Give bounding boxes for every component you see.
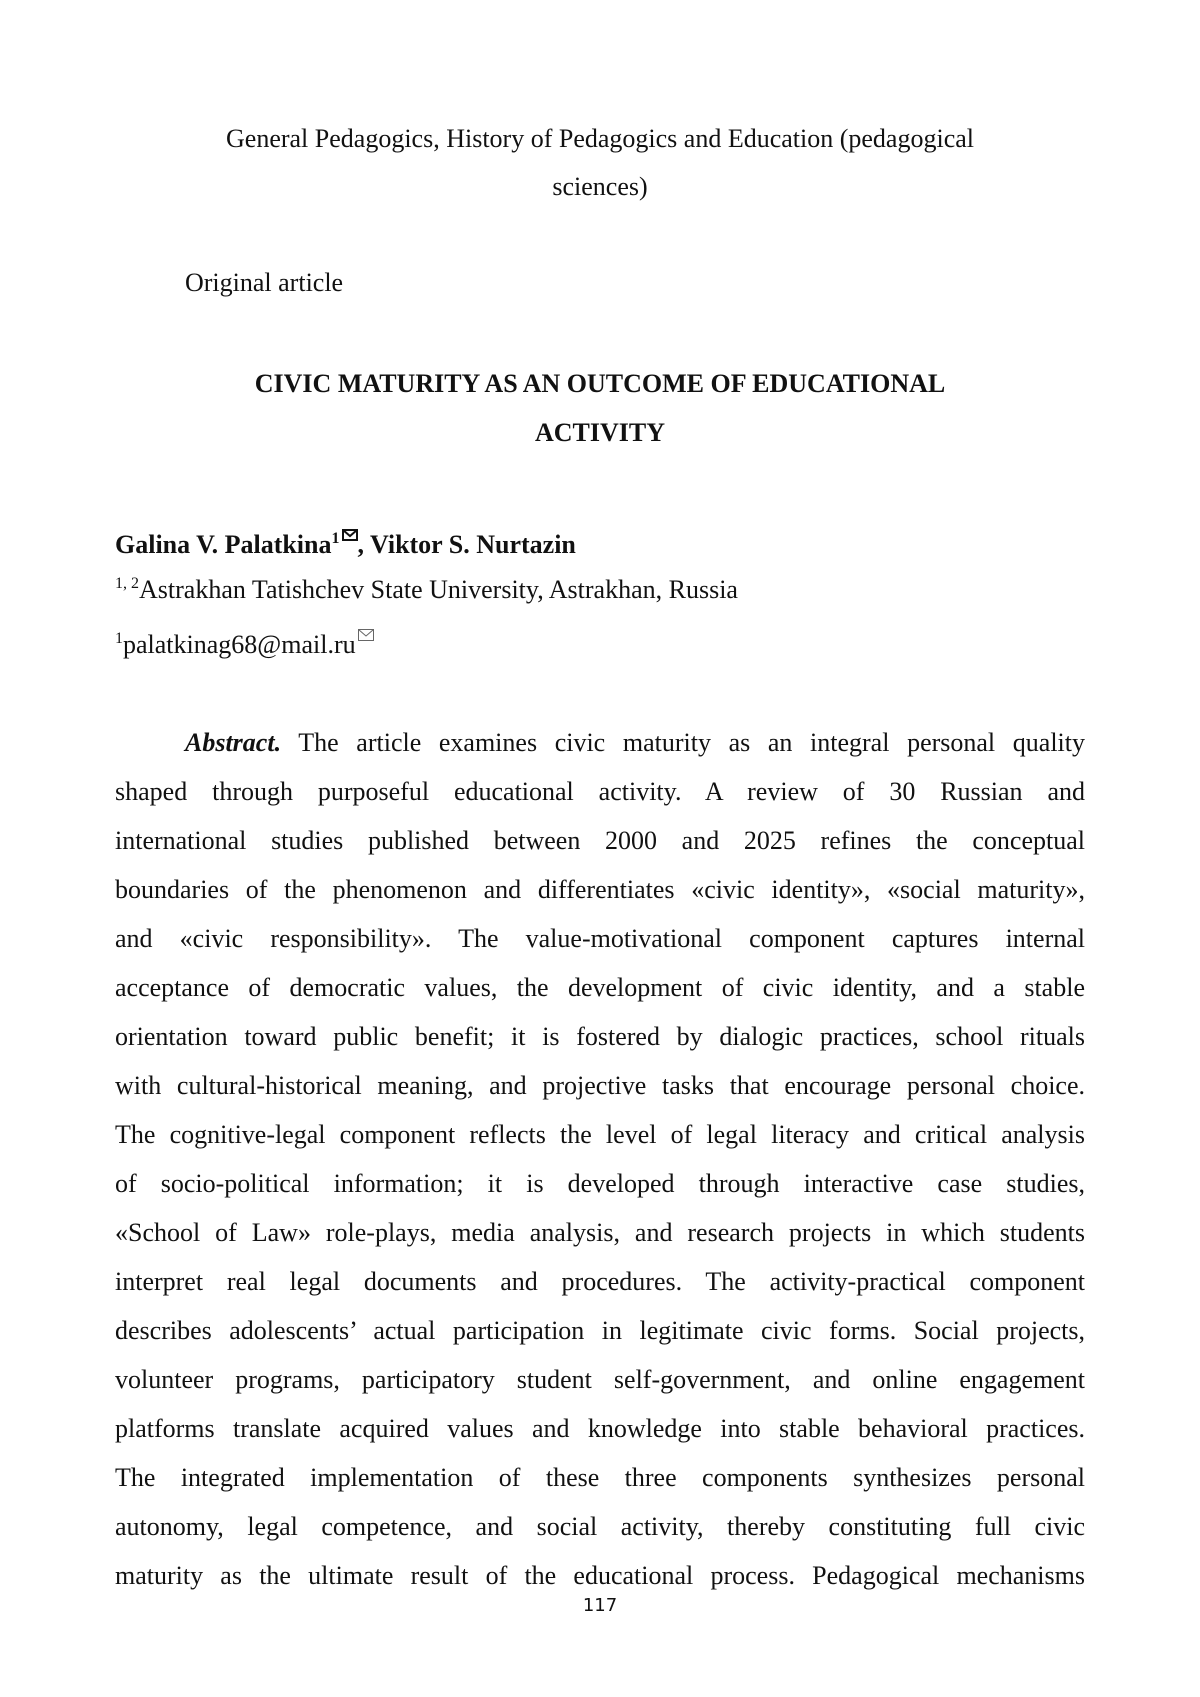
abstract-line-16: The integrated implementation of these three components synthesizes personal xyxy=(115,1463,1085,1492)
article-type: Original article xyxy=(185,268,344,297)
abstract-line-4: boundaries of the phenomenon and differentiates «civic identity», «social maturity», xyxy=(115,875,1085,904)
abstract-line-13: describes adolescents’ actual participation in legitimate civic forms. Social projects, xyxy=(115,1316,1085,1345)
abstract-line-18: maturity as the ultimate result of the educational process. Pedagogical mechanisms xyxy=(115,1561,1085,1590)
email-affiliation-mark: 1 xyxy=(115,630,123,647)
abstract-line-3: international studies published between 2000 and 2025 refines the conceptual xyxy=(115,826,1085,855)
abstract-line-17: autonomy, legal competence, and social activity, thereby constituting full civic xyxy=(115,1512,1085,1541)
abstract-line-5: and «civic responsibility». The value-motivational component captures internal xyxy=(115,924,1085,953)
article-title-line-1: CIVIC MATURITY AS AN OUTCOME OF EDUCATIONAL xyxy=(254,369,946,398)
article-title-line-2: ACTIVITY xyxy=(534,418,666,447)
abstract-line-9: The cognitive-legal component reflects the level of legal literacy and critical analysis xyxy=(115,1120,1085,1149)
abstract-line-15: platforms translate acquired values and knowledge into stable behavioral practices. xyxy=(115,1414,1085,1443)
abstract-line-8: with cultural-historical meaning, and projective tasks that encourage personal choice. xyxy=(115,1071,1085,1100)
author-1-name: Galina V. Palatkina xyxy=(115,530,332,559)
affiliation-text: Astrakhan Tatishchev State University, Astrakhan, Russia xyxy=(139,575,738,604)
section-heading-line-2: sciences) xyxy=(552,172,648,201)
author-1-affiliation-mark: 1 xyxy=(331,530,340,547)
envelope-icon xyxy=(342,518,358,548)
abstract-line-14: volunteer programs, participatory student self-government, and online engagement xyxy=(115,1365,1085,1394)
abstract-line-10: of socio-political information; it is developed through interactive case studies, xyxy=(115,1169,1085,1198)
abstract-line-1 xyxy=(115,718,1085,767)
envelope-outline-icon xyxy=(358,618,374,648)
abstract-text-line-1: The article examines civic maturity as an integral personal quality xyxy=(281,728,1085,757)
abstract-line-11: «School of Law» role-plays, media analysis, and research projects in which students xyxy=(115,1218,1085,1247)
abstract-line-6: acceptance of democratic values, the development of civic identity, and a stable xyxy=(115,973,1085,1002)
author-2-name: Viktor S. Nurtazin xyxy=(370,530,576,559)
abstract-paragraph xyxy=(115,718,1085,1600)
abstract-line-7: orientation toward public benefit; it is fostered by dialogic practices, school rituals xyxy=(115,1022,1085,1051)
abstract-line-2: shaped through purposeful educational activity. A review of 30 Russian and xyxy=(115,777,1085,806)
page-number: 117 xyxy=(582,1595,618,1616)
abstract-line-12: interpret real legal documents and procedures. The activity-practical component xyxy=(115,1267,1085,1296)
section-heading-line-1: General Pedagogics, History of Pedagogics and Education (pedagogical xyxy=(226,124,974,153)
abstract-label: Abstract. xyxy=(185,728,282,757)
authors-line xyxy=(115,518,576,560)
authors-separator: , xyxy=(357,530,371,559)
email-line xyxy=(115,618,374,660)
affiliation-line xyxy=(115,569,738,605)
affiliation-marks: 1, 2 xyxy=(115,575,139,592)
email-address[interactable]: palatkinag68@mail.ru xyxy=(123,630,356,659)
